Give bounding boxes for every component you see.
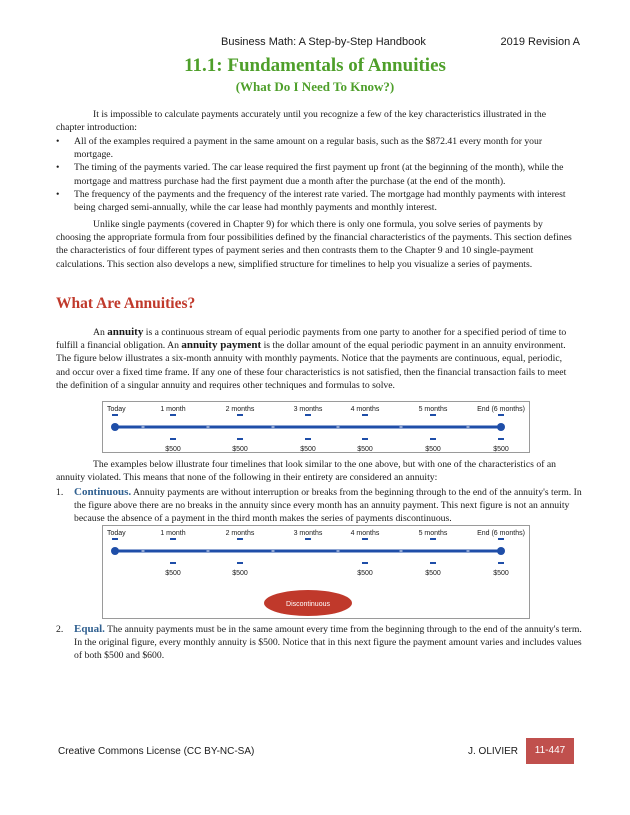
timeline-label: Today [107, 530, 126, 537]
item-equal: 2. Equal. The annuity payments must be in the same amount every time from the beginning through to the end of the annuity's term. In the original figure, every monthly annuity is $500. Notice that in this next figure the payment amount varies and includes values of both $500 and $600. [56, 623, 582, 662]
timeline-label: End (6 months) [477, 530, 525, 537]
payment-label: $500 [232, 446, 248, 452]
timeline-start-dot [111, 547, 119, 555]
timeline-label: 4 months [350, 530, 380, 537]
timeline-label: 2 months [225, 406, 255, 413]
item-continuous: 1. Continuous. Annuity payments are without interruption or breaks from the beginning through to the end of the annuity's term. In the figure above there are no breaks in the annuity since every month has an annuity payment. This next figure is not an annuity because the absence of a payment in the third month makes the series of payments discontinuous. [56, 486, 582, 525]
payment-label: $500 [357, 570, 373, 577]
payment-label: $500 [165, 570, 181, 577]
intro-paragraph: It is impossible to calculate payments accurately until you recognize a few of the key characteristics illustrated in the chapter introduction: [56, 109, 546, 134]
term-annuity: annuity [107, 326, 144, 338]
timeline-label: 4 months [350, 406, 380, 413]
timeline-label: 5 months [418, 530, 448, 537]
list-item: • All of the examples required a payment in the same amount on a regular basis, such as the $872.41 every month for your mortgage. [56, 136, 543, 161]
list-item: • The timing of the payments varied. The car lease required the first payment up front (at the beginning of the month), while the mortgage and mattress purchase had the first payment due a month after the purchase (at the end of the month). [56, 162, 564, 187]
item-number: 2. [56, 624, 64, 635]
timeline-label: 5 months [418, 406, 448, 413]
section-subtitle: (What Do I Need To Know?) [235, 79, 395, 94]
author-name: J. OLIVIER [468, 746, 519, 757]
timeline-label: 1 month [160, 530, 186, 537]
list-item: • The frequency of the payments and the frequency of the interest rate varied. The mortgage had monthly payments with interest being charged semi-annually, while the car lease had monthly payments and monthly interest. [56, 188, 566, 214]
intro-paragraph-2: Unlike single payments (covered in Chapter 9) for which there is only one formula, you solve series of payments by choosing the appropriate formula from four possibilities defined by the financial characteristics of the payments. This section defines the characteristics of four different types of payment series and then contrasts them to the Chapter 9 and 10 single-payment calculations. This section also develops a new, simplified structure for timelines to help you visualize a series of payments. [56, 219, 572, 270]
section-title: 11.1: Fundamentals of Annuities [184, 55, 446, 76]
payment-label: $500 [493, 570, 509, 577]
payment-label: $500 [300, 446, 316, 452]
bullet-icon: • [56, 136, 60, 147]
keyword-continuous: Continuous. [74, 486, 132, 498]
discontinuous-timeline [102, 525, 530, 619]
annuity-timeline [102, 401, 530, 453]
book-title: Business Math: A Step-by-Step Handbook [221, 36, 426, 48]
timeline-end-dot [497, 547, 505, 555]
timeline-label: 3 months [293, 406, 323, 413]
timeline-svg-2 [103, 526, 529, 618]
keyword-equal: Equal. [74, 623, 105, 635]
payment-label: $500 [165, 446, 181, 452]
timeline-label: Today [107, 406, 126, 413]
timeline-svg [103, 402, 529, 452]
payment-label: $500 [357, 446, 373, 452]
page-number-badge: 11-447 [526, 738, 574, 764]
timeline-label: 3 months [293, 530, 323, 537]
timeline-label: 1 month [160, 406, 186, 413]
examples-paragraph: The examples below illustrate four timelines that look similar to the one above, but with one of the characteristics of an annuity violated. This means that none of the following in their entirety are considered an annuity: [56, 459, 556, 484]
characteristics-list [56, 135, 574, 214]
bullet-icon: • [56, 162, 60, 174]
payment-label: $500 [232, 570, 248, 577]
license-text: Creative Commons License (CC BY-NC-SA) [58, 746, 255, 757]
payment-label: $500 [425, 570, 441, 577]
timeline-label: 2 months [225, 530, 255, 537]
term-annuity-payment: annuity payment [181, 339, 262, 352]
annuity-definition-paragraph: An annuity is a continuous stream of equal periodic payments from one party to another for a specified period of time to fulfill a financial obligation. An annuity payment is the dollar amount of the equal periodic payment in an annuity environment. The figure below illustrates a six-month annuity with monthly payments. Notice that the payments are continuous, equal, periodic, and occur over a fixed time frame. If any one of these four characteristics is not satisfied, then the financial transaction fails to meet the definition of a singular annuity and requires other techniques and formulas to solve. [56, 326, 567, 391]
timeline-end-dot [497, 423, 505, 431]
revision-label: 2019 Revision A [500, 36, 580, 48]
callout-label: Discontinuous [286, 601, 330, 608]
annuities-heading: What Are Annuities? [56, 295, 196, 312]
payment-label: $500 [425, 446, 441, 452]
item-number: 1. [56, 487, 64, 498]
page-footer [58, 738, 574, 764]
timeline-label: End (6 months) [477, 406, 525, 413]
bullet-icon: • [56, 188, 60, 200]
page-header [60, 36, 580, 52]
timeline-start-dot [111, 423, 119, 431]
payment-label: $500 [493, 446, 509, 452]
